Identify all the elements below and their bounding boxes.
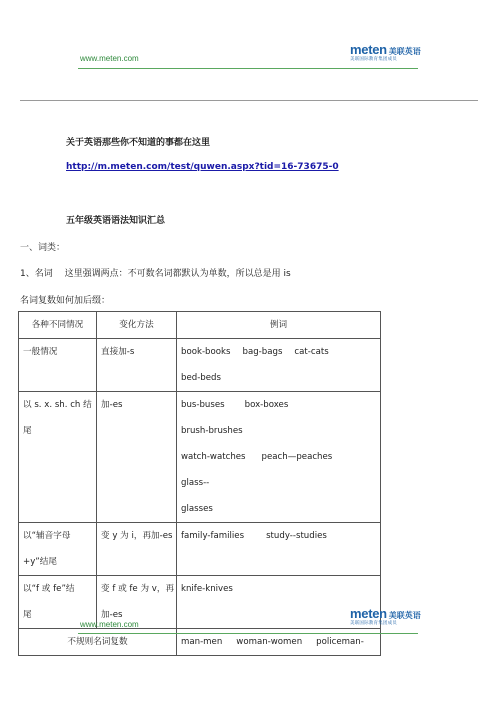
case-cell bbox=[19, 339, 97, 392]
table-row bbox=[19, 392, 381, 523]
plural-rules-table bbox=[18, 311, 381, 656]
table-row bbox=[19, 523, 381, 576]
intro-title: 关于英语那些你不知道的事都在这里 bbox=[66, 138, 211, 148]
table-row bbox=[19, 576, 381, 629]
example-word: man-men bbox=[181, 637, 223, 647]
example-word: watch-watches bbox=[181, 452, 246, 462]
example-word: glass-- bbox=[181, 478, 210, 488]
case-text: 以“f 或 fe”结 bbox=[23, 584, 75, 594]
plural-heading: 名词复数如何加后缀： bbox=[20, 296, 111, 306]
case-text: 一般情况 bbox=[23, 347, 58, 357]
part-heading: 一、词类： bbox=[20, 243, 66, 253]
header-green-rule bbox=[78, 68, 418, 69]
method-text: 加-es bbox=[101, 400, 123, 410]
case-text: 以 s. x. sh. ch 结 bbox=[23, 400, 92, 410]
method-cell bbox=[97, 392, 177, 523]
merged-case-cell: 不规则名词复数 bbox=[19, 629, 177, 656]
noun-note: 1、名词 这里强调两点：不可数名词都默认为单数，所以总是用 is bbox=[20, 269, 291, 279]
example-word: brush-brushes bbox=[181, 426, 243, 436]
example-word: woman-women bbox=[236, 637, 303, 647]
footer-logo bbox=[350, 606, 421, 626]
logo-chinese-name: 美联英语 bbox=[388, 47, 421, 56]
method-text: 加-es bbox=[101, 610, 123, 620]
examples-cell bbox=[177, 339, 381, 392]
method-text: 变 f 或 fe 为 v，再 bbox=[101, 584, 175, 594]
method-cell bbox=[97, 339, 177, 392]
example-word: glasses bbox=[181, 504, 213, 514]
example-word: cat-cats bbox=[294, 347, 329, 357]
example-word: bag-bags bbox=[242, 347, 283, 357]
case-text: 尾 bbox=[23, 610, 32, 620]
table-row bbox=[19, 339, 381, 392]
header-gray-rule bbox=[20, 100, 478, 101]
logo-subtitle: 美联国际教育集团成员 bbox=[350, 621, 397, 626]
example-word: family-families bbox=[181, 531, 245, 541]
section-title: 五年级英语语法知识汇总 bbox=[66, 216, 166, 226]
example-word: study--studies bbox=[266, 531, 327, 541]
header-logo bbox=[350, 42, 421, 62]
case-text: +y”结尾 bbox=[23, 557, 57, 567]
method-text: 变 y 为 i，再加-es bbox=[101, 531, 173, 541]
example-word: knife-knives bbox=[181, 584, 233, 594]
example-word: box-boxes bbox=[244, 400, 289, 410]
footer-green-rule bbox=[78, 633, 418, 634]
logo-wordmark: meten bbox=[350, 606, 387, 621]
table-header-cell: 例词 bbox=[177, 312, 381, 339]
example-word: bed-beds bbox=[181, 373, 221, 383]
case-text: 尾 bbox=[23, 426, 32, 436]
example-word: bus-buses bbox=[181, 400, 225, 410]
case-text: 以“辅音字母 bbox=[23, 531, 71, 541]
example-word: peach—peaches bbox=[261, 452, 333, 462]
intro-link[interactable]: http://m.meten.com/test/quwen.aspx?tid=16-73675-0 bbox=[66, 162, 339, 172]
examples-cell bbox=[177, 392, 381, 523]
logo-subtitle: 美联国际教育集团成员 bbox=[350, 57, 397, 62]
logo-wordmark: meten bbox=[350, 42, 387, 57]
case-cell bbox=[19, 392, 97, 523]
table-header-row bbox=[19, 312, 381, 339]
method-cell bbox=[97, 523, 177, 576]
table-header-cell: 变化方法 bbox=[97, 312, 177, 339]
example-word: book-books bbox=[181, 347, 231, 357]
header-site-url[interactable]: www.meten.com bbox=[80, 54, 139, 63]
examples-cell bbox=[177, 523, 381, 576]
logo-chinese-name: 美联英语 bbox=[388, 611, 421, 620]
example-word: policeman- bbox=[316, 637, 364, 647]
table-header-cell: 各种不同情况 bbox=[19, 312, 97, 339]
case-cell bbox=[19, 523, 97, 576]
method-text: 直接加-s bbox=[101, 347, 135, 357]
footer-site-url[interactable]: www.meten.com bbox=[80, 620, 139, 629]
